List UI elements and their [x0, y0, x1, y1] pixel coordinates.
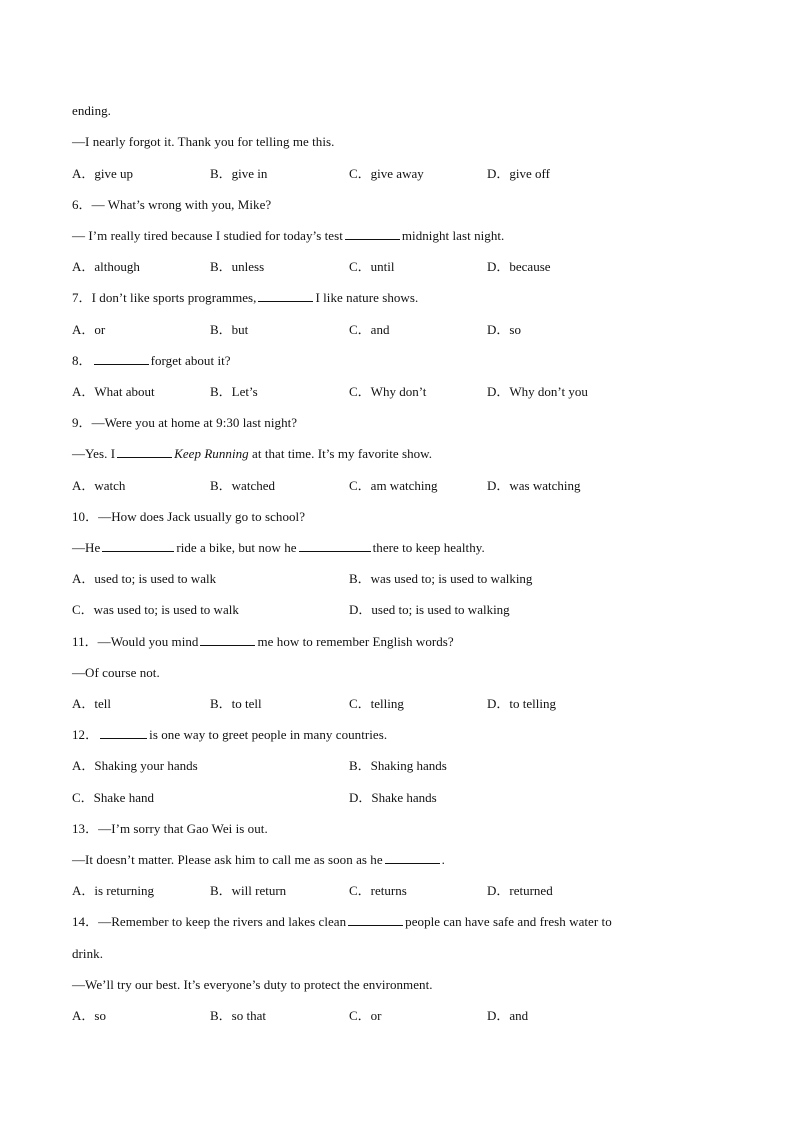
q7-answer-blank	[258, 290, 313, 302]
question-9-response	[72, 446, 432, 462]
question-14-prompt-end: drink.	[72, 946, 103, 961]
q8-option-d[interactable]: D．Why don’t you	[487, 384, 588, 399]
question-11-prompt	[72, 634, 454, 650]
q13-option-a[interactable]: A．is returning	[72, 883, 154, 898]
q5-option-d[interactable]: D．give off	[487, 166, 550, 181]
q9-answer-blank	[117, 446, 172, 458]
q6-option-d[interactable]: D．because	[487, 259, 551, 274]
q5-option-a[interactable]: A．give up	[72, 166, 134, 181]
q10-answer-blank-1	[102, 540, 174, 552]
q11-option-b[interactable]: B．to tell	[210, 696, 262, 711]
q13-text-after: .	[441, 852, 445, 867]
q14-answer-blank	[348, 914, 403, 926]
q11-text-before: 11．—Would you mind	[72, 634, 199, 649]
q10-text-middle: ride a bike, but now he	[176, 540, 297, 555]
q11-text-after: me how to remember English words?	[257, 634, 454, 649]
q11-option-d[interactable]: D．to telling	[487, 696, 556, 711]
q8-option-b[interactable]: B．Let’s	[210, 384, 258, 399]
q6-text-after: midnight last night.	[401, 228, 505, 243]
q10-option-c[interactable]: C．was used to; is used to walk	[72, 602, 239, 617]
q7-option-d[interactable]: D．so	[487, 322, 521, 337]
q13-option-d[interactable]: D．returned	[487, 883, 553, 898]
q9-text-after: at that time. It’s my favorite show.	[252, 446, 433, 461]
q8-option-c[interactable]: C．Why don’t	[349, 384, 427, 399]
q12-option-b[interactable]: B．Shaking hands	[349, 758, 447, 773]
q9-option-b[interactable]: B．watched	[210, 478, 275, 493]
question-13-prompt: 13．—I’m sorry that Gao Wei is out.	[72, 821, 268, 836]
question-14-prompt	[72, 914, 612, 930]
q10-option-b[interactable]: B．was used to; is used to walking	[349, 571, 533, 586]
q5-option-b[interactable]: B．give in	[210, 166, 268, 181]
q10-option-a[interactable]: A．used to; is used to walk	[72, 571, 217, 586]
q13-answer-blank	[385, 852, 440, 864]
q11-option-c[interactable]: C．telling	[349, 696, 404, 711]
q9-option-a[interactable]: A．watch	[72, 478, 126, 493]
question-12-stem	[72, 727, 387, 743]
q7-text-after: I like nature shows.	[315, 290, 419, 305]
question-14-response: —We’ll try our best. It’s everyone’s duty to protect the environment.	[72, 977, 433, 992]
q8-number: 8．	[72, 353, 92, 368]
q6-option-c[interactable]: C．until	[349, 259, 395, 274]
q9-text-before: —Yes. I	[72, 446, 116, 461]
q14-text-after: people can have safe and fresh water to	[405, 914, 612, 929]
q12-option-d[interactable]: D．Shake hands	[349, 790, 437, 805]
q10-answer-blank-2	[299, 540, 371, 552]
q7-option-a[interactable]: A．or	[72, 322, 106, 337]
q6-answer-blank	[345, 228, 400, 240]
q14-text-before: 14．—Remember to keep the rivers and lakes clean	[72, 914, 347, 929]
q12-number: 12．	[72, 727, 99, 742]
q8-text-after: forget about it?	[150, 353, 231, 368]
question-13-response	[72, 852, 445, 868]
question-5-stem-end: ending.	[72, 103, 111, 118]
question-11-response: —Of course not.	[72, 665, 160, 680]
q13-option-b[interactable]: B．will return	[210, 883, 287, 898]
question-10-prompt: 10．—How does Jack usually go to school?	[72, 509, 306, 524]
question-6-response	[72, 228, 504, 244]
q6-text-before: — I’m really tired because I studied for today’s test	[72, 228, 343, 243]
q14-option-c[interactable]: C．or	[349, 1008, 382, 1023]
q11-option-a[interactable]: A．tell	[72, 696, 111, 711]
question-7-stem	[72, 290, 418, 306]
q8-answer-blank	[94, 353, 149, 365]
question-5-response: —I nearly forgot it. Thank you for telling me this.	[72, 134, 335, 149]
q12-text-after: is one way to greet people in many countries.	[149, 727, 388, 742]
q12-answer-blank	[100, 727, 147, 739]
q9-show-title: Keep Running	[174, 446, 249, 461]
q14-option-b[interactable]: B．so that	[210, 1008, 266, 1023]
q12-option-a[interactable]: A．Shaking your hands	[72, 758, 198, 773]
q11-answer-blank	[200, 634, 255, 646]
q9-option-c[interactable]: C．am watching	[349, 478, 438, 493]
q9-option-d[interactable]: D．was watching	[487, 478, 581, 493]
q7-option-b[interactable]: B．but	[210, 322, 249, 337]
q6-option-b[interactable]: B．unless	[210, 259, 265, 274]
q7-text-before: 7．I don’t like sports programmes,	[72, 290, 257, 305]
q8-option-a[interactable]: A．What about	[72, 384, 155, 399]
q10-text-after: there to keep healthy.	[372, 540, 485, 555]
q13-option-c[interactable]: C．returns	[349, 883, 407, 898]
q6-option-a[interactable]: A．although	[72, 259, 140, 274]
question-6-prompt: 6．— What’s wrong with you, Mike?	[72, 197, 272, 212]
q13-text-before: —It doesn’t matter. Please ask him to call me as soon as he	[72, 852, 383, 867]
question-10-response	[72, 540, 485, 556]
q7-option-c[interactable]: C．and	[349, 322, 390, 337]
q10-text-before: —He	[72, 540, 101, 555]
question-8-stem	[72, 353, 231, 369]
q10-option-d[interactable]: D．used to; is used to walking	[349, 602, 510, 617]
question-9-prompt: 9．—Were you at home at 9:30 last night?	[72, 415, 298, 430]
q12-option-c[interactable]: C．Shake hand	[72, 790, 154, 805]
q14-option-a[interactable]: A．so	[72, 1008, 106, 1023]
q5-option-c[interactable]: C．give away	[349, 166, 424, 181]
q14-option-d[interactable]: D．and	[487, 1008, 529, 1023]
